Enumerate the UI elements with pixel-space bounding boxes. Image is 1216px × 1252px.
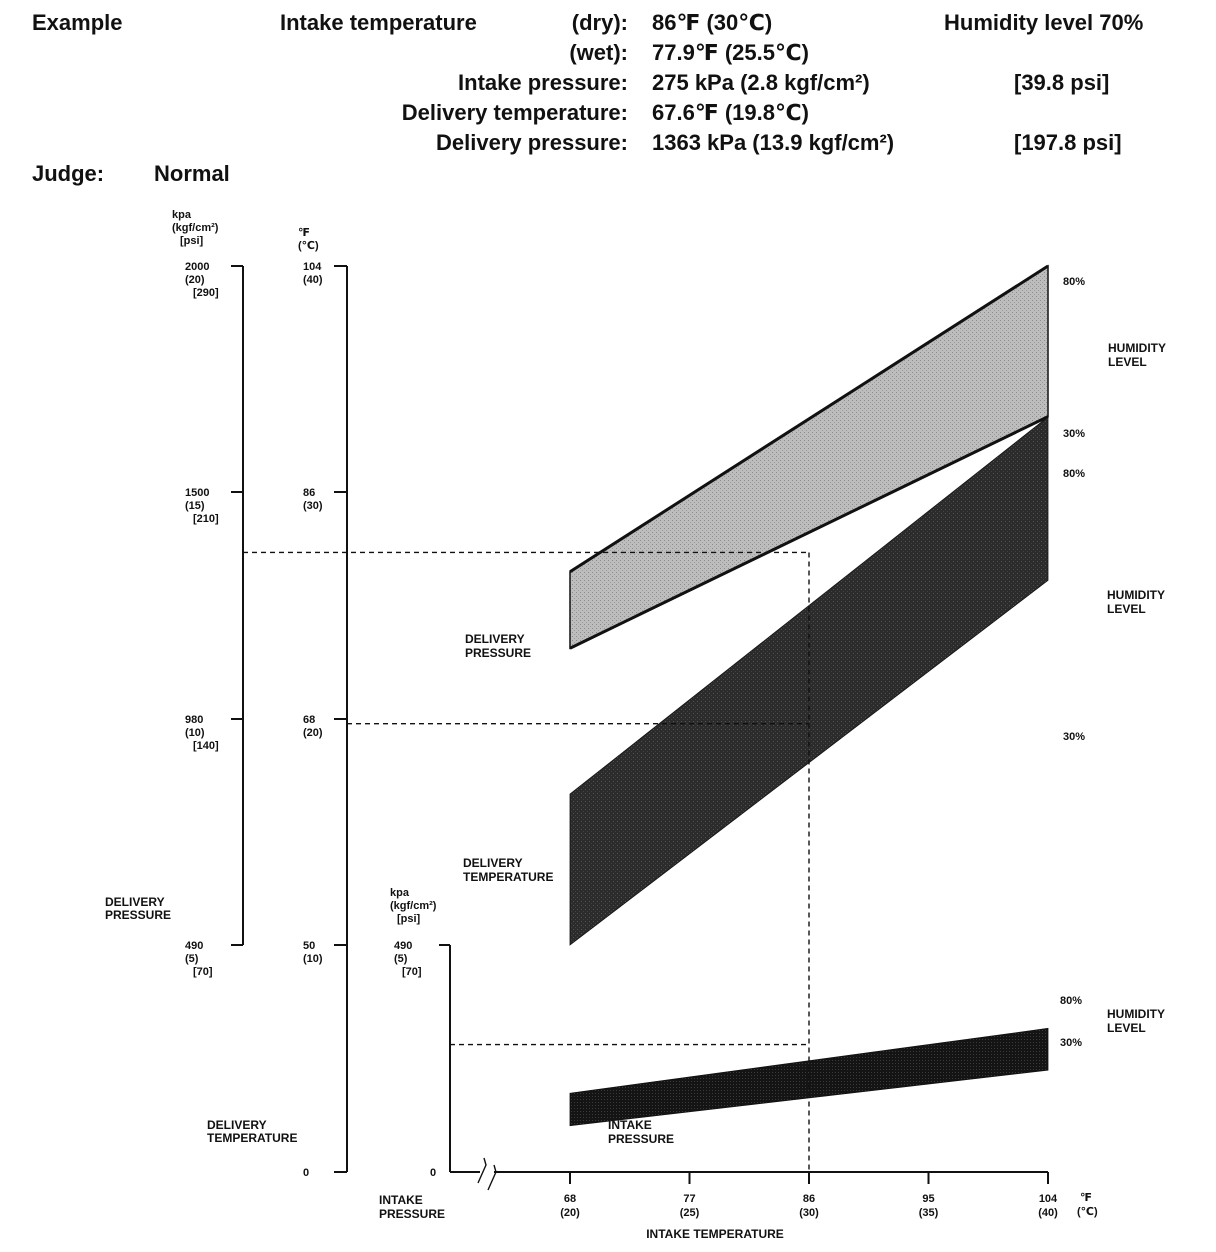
x-axis-tick-f: 77	[683, 1193, 696, 1205]
delivery-pressure-tick-kgf: (5)	[185, 953, 199, 965]
delivery-temperature-tick-f: 68	[303, 714, 316, 726]
band-delivery-pressure-label-1: DELIVERY	[465, 632, 525, 646]
humidity-level: Humidity level 70%	[944, 10, 1144, 35]
intake-pressure-unit-psi: [psi]	[397, 913, 421, 925]
delivery-temperature-tick-f: 86	[303, 487, 316, 499]
x-axis-tick-f: 68	[563, 1193, 577, 1205]
x-axis-unit-c: (℃)	[1077, 1206, 1098, 1218]
delivery-temperature-axis-title-2: TEMPERATURE	[207, 1131, 298, 1145]
band-delivery-temperature-label-2: TEMPERATURE	[463, 870, 554, 884]
dry-value: 86℉ (30℃)	[652, 10, 773, 35]
delivery-pressure-value: 1363 kPa (13.9 kgf/cm²)	[652, 130, 895, 155]
delivery-pressure-tick-kpa: 1500	[185, 487, 210, 499]
humidity-level-label-1b: LEVEL	[1108, 355, 1147, 369]
delivery-temperature-tick-c: (30)	[303, 500, 323, 512]
delivery-pressure-tick-psi: [290]	[193, 287, 219, 299]
delivery-temperature-tick-c: (20)	[303, 727, 323, 739]
intake-pressure-axis-title-2: PRESSURE	[379, 1207, 446, 1221]
band-delivery-pressure-label-2: PRESSURE	[465, 646, 532, 660]
delivery-pressure-label: Delivery pressure:	[436, 130, 628, 155]
x-axis-tick-c: (20)	[560, 1207, 580, 1219]
delivery-temperature-tick-f: 104	[303, 261, 322, 273]
x-axis-tick-c: (40)	[1038, 1207, 1058, 1219]
humidity-level-label-1a: HUMIDITY	[1108, 341, 1166, 355]
delivery-pressure-tick-kgf: (20)	[185, 274, 205, 286]
intake-pressure-label: Intake pressure:	[458, 70, 628, 95]
judge-label: Judge:	[32, 161, 105, 186]
wet-value: 77.9℉ (25.5℃)	[652, 40, 809, 65]
delivery-pressure-tick-psi: [70]	[193, 966, 213, 978]
intake-temperature-label: Intake temperature	[280, 10, 477, 35]
humidity-level-label-2a: HUMIDITY	[1107, 588, 1165, 602]
delivery-pressure-axis-title-1: DELIVERY	[105, 895, 165, 909]
delivery-temperature-tick-f: 0	[303, 1167, 310, 1179]
x-axis-tick-f: 95	[922, 1193, 935, 1205]
x-axis-tick-c: (25)	[679, 1207, 700, 1219]
x-axis-tick-c: (30)	[799, 1207, 819, 1219]
x-axis-tick-f: 86	[802, 1193, 816, 1205]
x-axis-break-mark	[478, 1158, 496, 1190]
band-2-upper-label: 80%	[1063, 468, 1086, 480]
delivery-pressure-tick-psi: [140]	[193, 740, 219, 752]
delivery-temperature-tick-f: 50	[303, 940, 316, 952]
intake-pressure-tick-kpa: 0	[430, 1167, 437, 1179]
intake-pressure-unit-kpa: kpa	[390, 887, 409, 899]
judge-value: Normal	[154, 161, 230, 186]
intake-pressure-unit-kgf: (kgf/cm²)	[390, 900, 437, 912]
humidity-level-label-3a: HUMIDITY	[1107, 1007, 1165, 1021]
band-intake-pressure-label-1: INTAKE	[608, 1118, 652, 1132]
band-3-upper-label: 80%	[1060, 995, 1083, 1007]
intake-pressure-tick-kgf: (5)	[394, 953, 408, 965]
x-axis-tick-f: 104	[1038, 1193, 1058, 1205]
delivery-temperature-label: Delivery temperature:	[401, 100, 628, 125]
delivery-pressure-psi: [197.8 psi]	[1014, 130, 1122, 155]
intake-pressure-tick-psi: [70]	[402, 966, 422, 978]
intake-pressure-tick-kpa: 490	[394, 940, 413, 952]
delivery-pressure-tick-psi: [210]	[193, 513, 219, 525]
x-axis-unit-f: ℉	[1080, 1192, 1092, 1204]
delivery-pressure-tick-kgf: (15)	[185, 500, 205, 512]
delivery-pressure-unit-kpa: kpa	[172, 209, 191, 221]
delivery-pressure-unit-psi: [psi]	[180, 235, 204, 247]
delivery-pressure-unit-kgf: (kgf/cm²)	[172, 222, 219, 234]
band-1-upper-label: 80%	[1063, 276, 1086, 288]
delivery-pressure-tick-kpa: 490	[185, 940, 204, 952]
delivery-temperature-unit-c: (℃)	[298, 240, 319, 252]
humidity-level-label-2b: LEVEL	[1107, 602, 1146, 616]
band-3-lower-label: 30%	[1060, 1037, 1083, 1049]
dry-label: (dry):	[571, 10, 628, 35]
delivery-temperature-axis-title-1: DELIVERY	[207, 1118, 267, 1132]
x-axis-tick-c: (35)	[918, 1207, 939, 1219]
intake-pressure-axis-title-1: INTAKE	[379, 1193, 423, 1207]
band-delivery-temperature-label-1: DELIVERY	[463, 856, 523, 870]
example-title: Example	[32, 10, 123, 35]
x-axis-title: INTAKE TEMPERATURE	[646, 1227, 784, 1241]
band-1-lower-label: 30%	[1063, 428, 1086, 440]
delivery-temperature-unit-f: ℉	[298, 227, 310, 239]
delivery-pressure-tick-kpa: 980	[185, 714, 204, 726]
delivery-pressure-tick-kgf: (10)	[185, 727, 205, 739]
delivery-pressure-tick-kpa: 2000	[185, 261, 210, 273]
intake-pressure-psi: [39.8 psi]	[1014, 70, 1110, 95]
band-2-lower-label: 30%	[1063, 731, 1086, 743]
wet-label: (wet):	[569, 40, 628, 65]
humidity-level-label-3b: LEVEL	[1107, 1021, 1146, 1035]
delivery-temperature-tick-c: (40)	[303, 274, 323, 286]
intake-pressure-value: 275 kPa (2.8 kgf/cm²)	[652, 70, 870, 95]
delivery-temperature-tick-c: (10)	[303, 953, 323, 965]
delivery-temperature-value: 67.6℉ (19.8℃)	[652, 100, 809, 125]
delivery-pressure-axis-title-2: PRESSURE	[105, 908, 172, 922]
band-intake-pressure-label-2: PRESSURE	[608, 1132, 675, 1146]
